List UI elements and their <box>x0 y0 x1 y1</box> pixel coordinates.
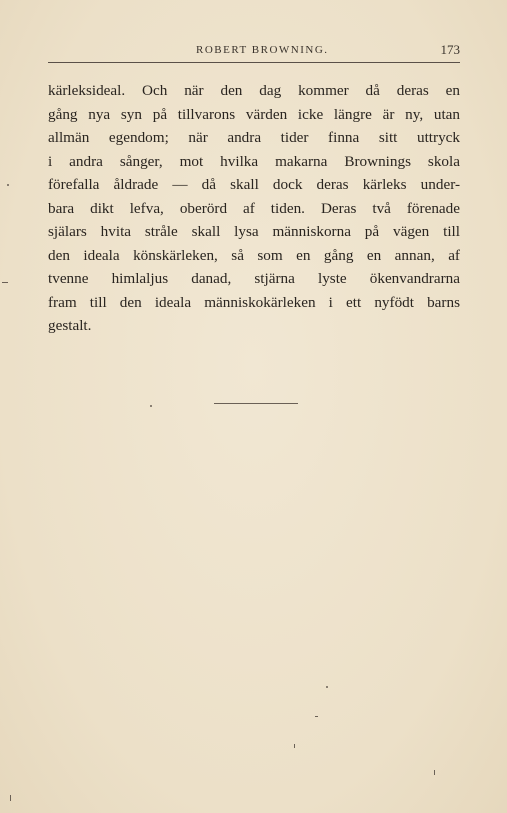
running-head <box>48 42 460 63</box>
text-line: fram till den ideala människokärleken i ett nyfödt barns <box>48 293 460 311</box>
text-line: den ideala könskärleken, så som en gång en annan, af <box>48 246 460 264</box>
body-text <box>48 79 460 338</box>
text-line: bara dikt lefva, oberörd af tiden. Deras två förenade <box>48 199 460 217</box>
text-line: tvenne himlaljus danad, stjärna lyste ökenvandrarna <box>48 270 460 287</box>
text-line: kärleksideal. Och när den dag kommer då deras en <box>48 82 460 99</box>
page-speck <box>326 686 328 688</box>
page-speck <box>7 184 9 186</box>
page-speck <box>434 770 435 775</box>
text-line: gestalt. <box>48 317 92 334</box>
page-speck <box>315 716 318 717</box>
page-speck <box>150 405 152 407</box>
page-speck <box>10 795 11 801</box>
text-line: i andra sånger, mot hvilka makarna Brownings skola <box>48 152 460 170</box>
text-line: gång nya syn på tillvarons värden icke längre är ny, utan <box>48 105 460 123</box>
page-number: 173 <box>440 42 460 57</box>
text-line: förefalla åldrade — då skall dock deras kärleks under- <box>48 176 460 193</box>
page-speck <box>294 744 295 748</box>
running-title: ROBERT BROWNING. <box>196 44 329 56</box>
page-speck <box>2 282 8 283</box>
text-line: allmän egendom; när andra tider finna sitt uttryck <box>48 129 460 146</box>
text-line: själars hvita stråle skall lysa människorna på vägen till <box>48 223 460 240</box>
section-end-rule <box>214 403 298 404</box>
